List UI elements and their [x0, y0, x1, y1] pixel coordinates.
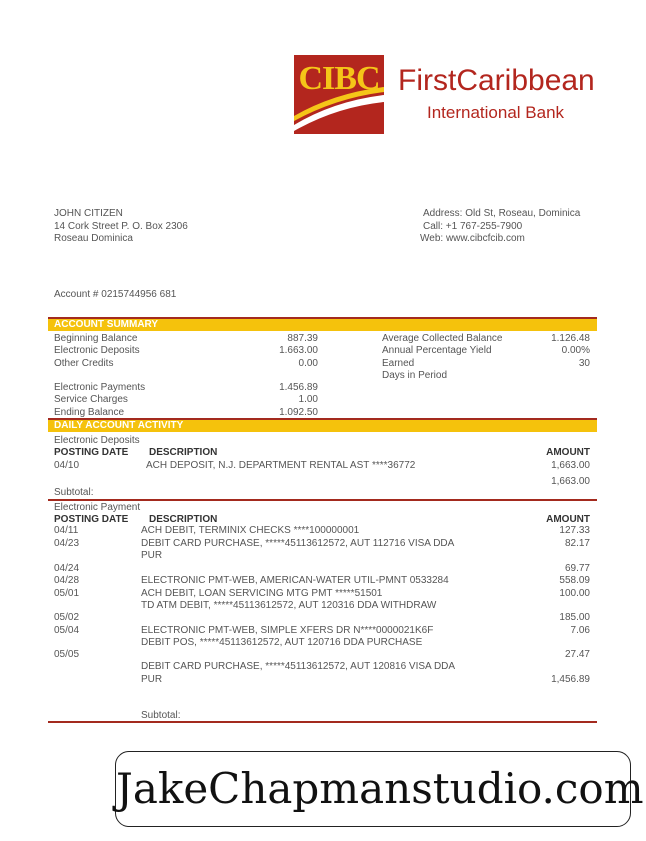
- branch-website[interactable]: Web: www.cibcfcib.com: [420, 233, 525, 244]
- summary-label: Electronic Deposits: [54, 345, 140, 356]
- transaction-date: 04/28: [54, 575, 80, 586]
- summary-label: Days in Period: [382, 370, 448, 381]
- summary-label: Service Charges: [54, 394, 128, 405]
- account-summary-header: [48, 317, 597, 331]
- transaction-date: 05/02: [54, 612, 80, 623]
- summary-value: 887.39: [287, 333, 318, 344]
- customer-address-line1: 14 Cork Street P. O. Box 2306: [54, 221, 188, 232]
- summary-label: Other Credits: [54, 358, 114, 369]
- transaction-amount: 27.47: [564, 649, 590, 660]
- summary-value: 1.663.00: [279, 345, 318, 356]
- summary-value: 0.00: [298, 358, 318, 369]
- transaction-amount: 7.06: [570, 625, 590, 636]
- column-header-amount: AMOUNT: [546, 514, 590, 525]
- section-divider: [48, 721, 597, 723]
- payments-section-label: Electronic Payment: [54, 502, 141, 513]
- transaction-date: 04/24: [54, 563, 80, 574]
- summary-value: 30: [578, 358, 590, 369]
- transaction-description: DEBIT CARD PURCHASE, *****45113612572, AUT 112716 VISA DDA: [141, 538, 455, 549]
- summary-label: Annual Percentage Yield: [382, 345, 492, 356]
- transaction-date: 04/23: [54, 538, 80, 549]
- branch-address: Address: Old St, Roseau, Dominica: [423, 208, 581, 219]
- transaction-amount: 185.00: [559, 612, 590, 623]
- column-header-date: POSTING DATE: [54, 447, 129, 458]
- deposits-total: 1,663.00: [551, 476, 590, 487]
- transaction-date: 05/05: [54, 649, 80, 660]
- deposits-subtotal-label: Subtotal:: [54, 487, 94, 498]
- account-summary-title: ACCOUNT SUMMARY: [54, 319, 159, 330]
- transaction-description: TD ATM DEBIT, *****45113612572, AUT 120316 DDA WITHDRAW: [141, 600, 437, 611]
- daily-activity-header: [48, 418, 597, 432]
- transaction-amount: 100.00: [559, 588, 590, 599]
- watermark-banner: [115, 751, 644, 827]
- summary-value: 1.456.89: [279, 382, 318, 393]
- column-header-date: POSTING DATE: [54, 514, 129, 525]
- transaction-description: DEBIT CARD PURCHASE, *****45113612572, AUT 120816 VISA DDA: [141, 661, 456, 672]
- summary-label: Ending Balance: [54, 407, 125, 418]
- transaction-date: 04/10: [54, 460, 80, 471]
- column-header-description: DESCRIPTION: [149, 447, 218, 458]
- transaction-amount: 558.09: [559, 575, 590, 586]
- bank-subname: International Bank: [427, 103, 565, 122]
- summary-label: Electronic Payments: [54, 382, 146, 393]
- column-header-description: DESCRIPTION: [149, 514, 218, 525]
- payments-total: 1,456.89: [551, 674, 590, 685]
- summary-value: 1.092.50: [279, 407, 318, 418]
- customer-address-line2: Roseau Dominica: [54, 233, 133, 244]
- summary-label: Beginning Balance: [54, 333, 138, 344]
- branch-phone: Call: +1 767-255-7900: [423, 221, 523, 232]
- transaction-amount: 69.77: [564, 563, 590, 574]
- transaction-amount: 82.17: [564, 538, 590, 549]
- summary-label: Earned: [382, 358, 415, 369]
- section-divider: [48, 499, 597, 501]
- transaction-description: ELECTRONIC PMT-WEB, AMERICAN-WATER UTIL-PMNT 0533284: [141, 575, 449, 586]
- summary-value: 0.00%: [561, 345, 590, 356]
- transaction-description: ELECTRONIC PMT-WEB, SIMPLE XFERS DR N****0000021K6F: [141, 625, 434, 636]
- summary-value: 1.00: [298, 394, 318, 405]
- bank-name: FirstCaribbean: [398, 64, 595, 97]
- deposits-section-label: Electronic Deposits: [54, 435, 140, 446]
- payments-subtotal-label: Subtotal:: [141, 710, 181, 721]
- customer-name: JOHN CITIZEN: [54, 208, 123, 219]
- transaction-date: 04/11: [54, 525, 79, 536]
- account-number: Account # 0215744956 681: [54, 289, 177, 300]
- transaction-description: DEBIT POS, *****45113612572, AUT 120716 DDA PURCHASE: [141, 637, 423, 648]
- transaction-description: ACH DEPOSIT, N.J. DEPARTMENT RENTAL AST ****36772: [146, 460, 416, 471]
- transaction-description: ACH DEBIT, LOAN SERVICING MTG PMT *****51501: [141, 588, 383, 599]
- transaction-date: 05/04: [54, 625, 80, 636]
- column-header-amount: AMOUNT: [546, 447, 590, 458]
- summary-value: 1.126.48: [551, 333, 590, 344]
- watermark-text: JakeChapmanstudio.com: [116, 764, 644, 813]
- transaction-amount: 127.33: [559, 525, 590, 536]
- bank-logo: [294, 55, 384, 134]
- transaction-date: 05/01: [54, 588, 80, 599]
- transaction-amount: 1,663.00: [551, 460, 590, 471]
- transaction-description: PUR: [141, 550, 163, 561]
- transaction-description: ACH DEBIT, TERMINIX CHECKS ****100000001: [141, 525, 360, 536]
- logo-text: CIBC: [298, 60, 380, 97]
- daily-activity-title: DAILY ACCOUNT ACTIVITY: [54, 420, 184, 431]
- summary-label: Average Collected Balance: [382, 333, 503, 344]
- transaction-description: PUR: [141, 674, 163, 685]
